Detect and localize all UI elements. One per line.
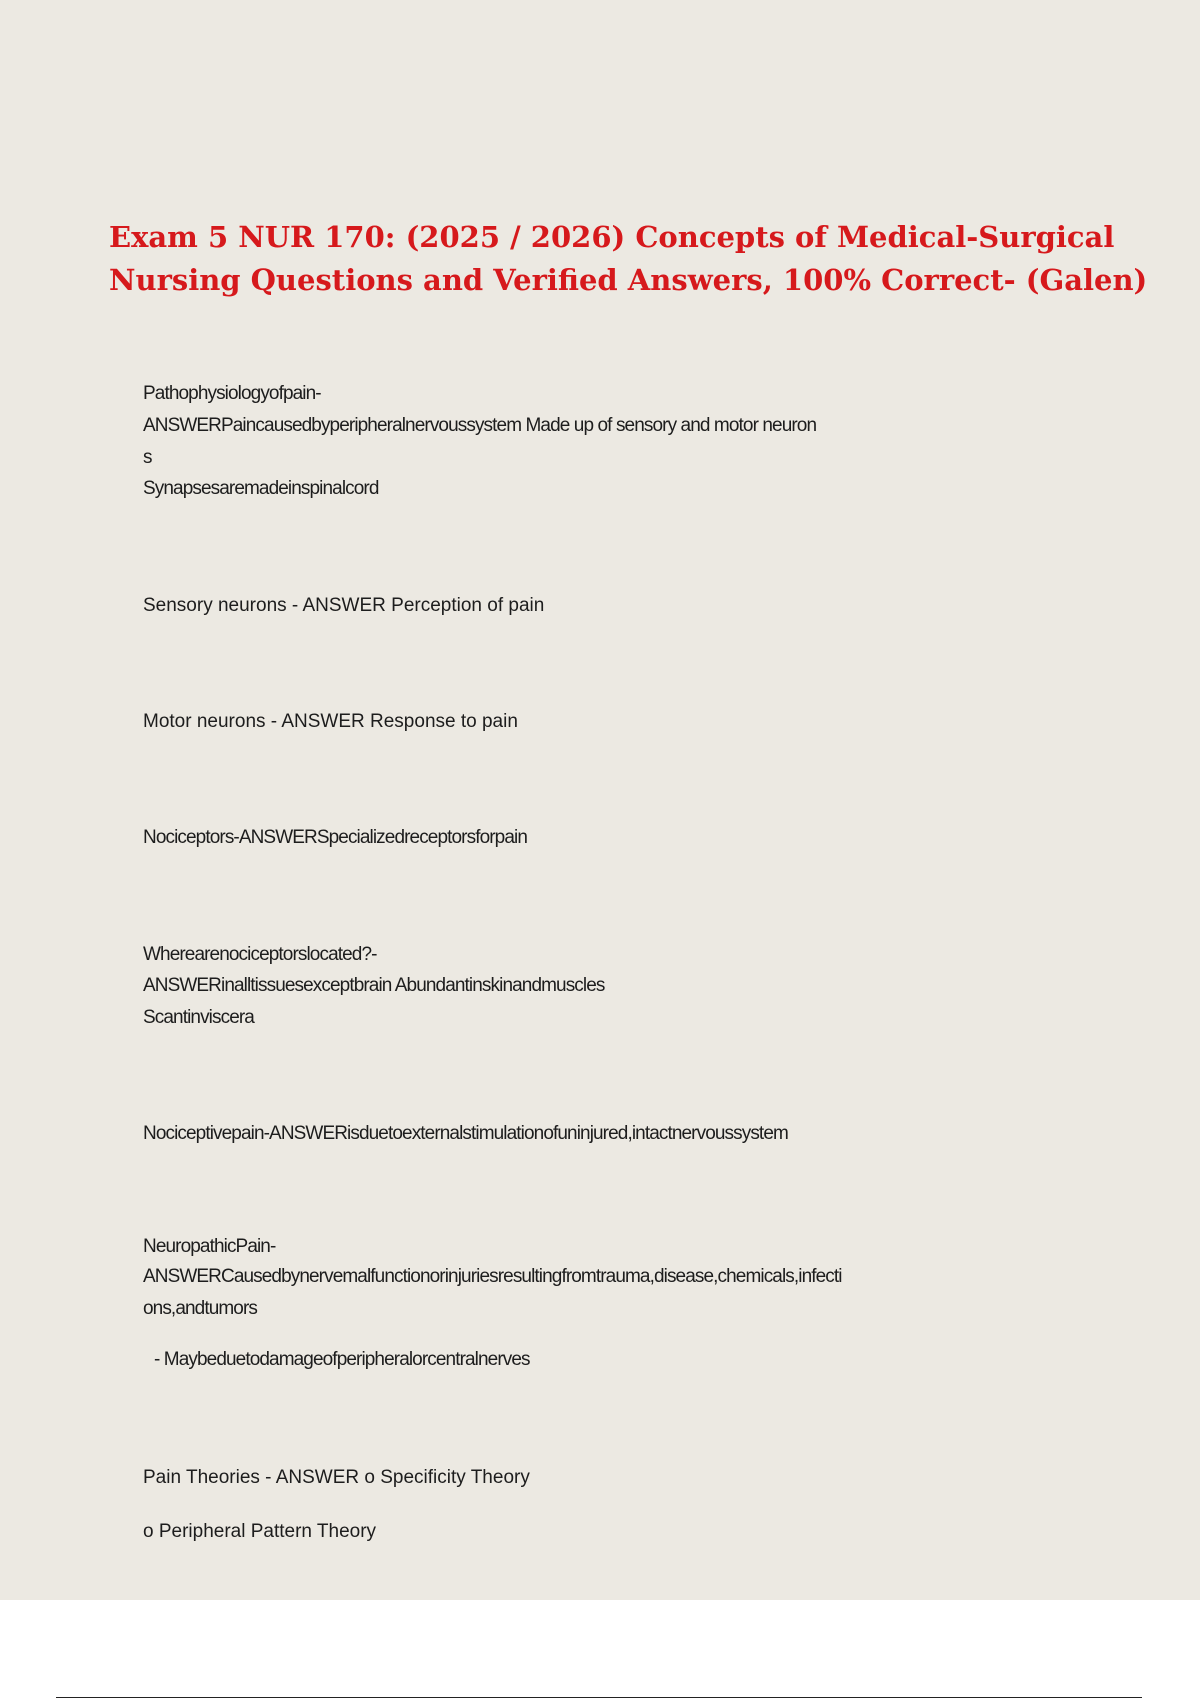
qa-1-line-4: Synapsesaremadeinspinalcord <box>143 478 379 499</box>
qa-7-line-4: - Maybeduetodamageofperipheralorcentralnerves <box>154 1349 530 1370</box>
qa-3-line-1: Motor neurons - ANSWER Response to pain <box>143 711 518 732</box>
qa-6-line-1: Nociceptivepain-ANSWERisduetoexternalstimulationofuninjured,intactnervoussystem <box>143 1123 788 1144</box>
qa-2-line-1: Sensory neurons - ANSWER Perception of pain <box>143 595 545 616</box>
title-line-1: Exam 5 NUR 170: (2025 / 2026) Concepts of Medical-Surgical <box>109 220 1115 254</box>
qa-1-line-3: s <box>143 447 152 468</box>
qa-5-line-3: Scantinviscera <box>143 1007 254 1028</box>
qa-8-line-2: o Peripheral Pattern Theory <box>143 1521 377 1542</box>
qa-7-line-1: NeuropathicPain- <box>143 1236 276 1257</box>
qa-5-line-1: Wherearenociceptorslocated?- <box>143 944 377 965</box>
qa-7-line-2: ANSWERCausedbynervemalfunctionorinjuriesresultingfromtrauma,disease,chemicals,infecti <box>143 1266 842 1287</box>
qa-4-line-1: Nociceptors-ANSWERSpecializedreceptorsforpain <box>143 827 528 848</box>
qa-1-line-1: Pathophysiologyofpain- <box>143 383 321 404</box>
qa-1-line-2: ANSWERPaincausedbyperipheralnervoussystem Made up of sensory and motor neuron <box>143 415 817 436</box>
qa-8-line-1: Pain Theories - ANSWER o Specificity Theory <box>143 1467 530 1488</box>
document-title <box>109 216 1148 302</box>
footer-divider <box>56 1697 1142 1698</box>
title-line-2: Nursing Questions and Verified Answers, 100% Correct- (Galen) <box>109 263 1148 297</box>
qa-5-line-2: ANSWERinalltissuesexceptbrain Abundantinskinandmuscles <box>143 975 605 996</box>
qa-7-line-3: ons,andtumors <box>143 1298 257 1319</box>
